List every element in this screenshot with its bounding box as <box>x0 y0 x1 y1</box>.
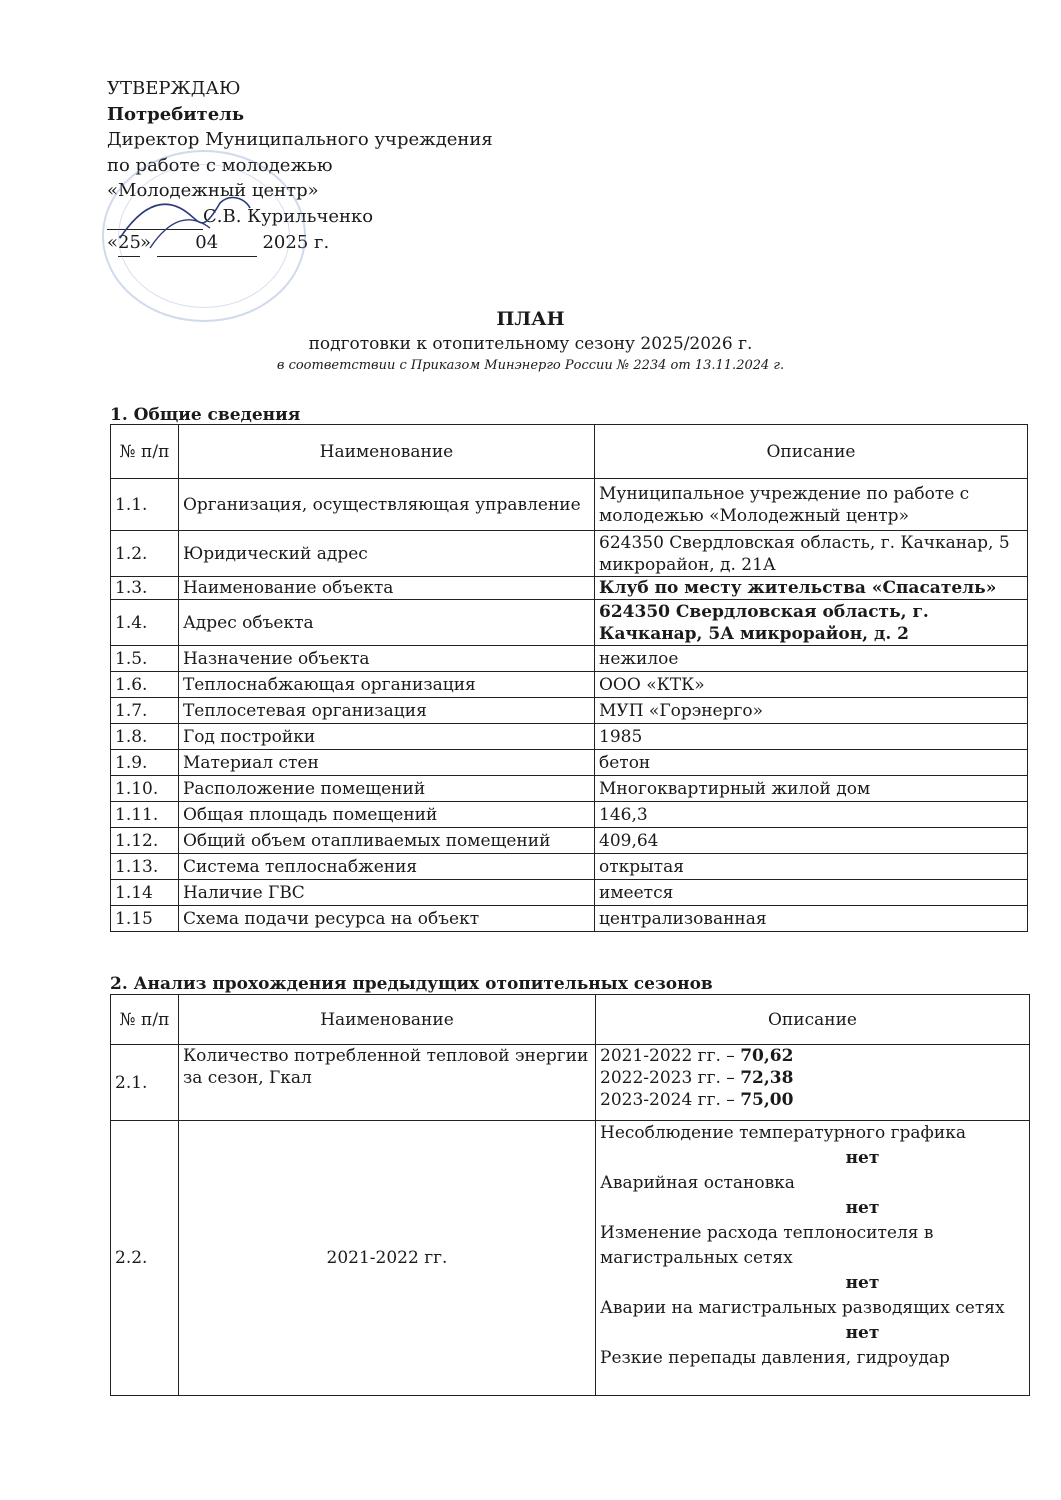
row-number: 1.6. <box>111 672 179 698</box>
row-description: имеется <box>595 880 1028 906</box>
approval-position: Директор Муниципального учреждения <box>107 129 493 150</box>
row-description <box>596 1121 1030 1396</box>
row-name: Теплоснабжающая организация <box>178 672 594 698</box>
row-name: Система теплоснабжения <box>178 854 594 880</box>
seasons-analysis-table <box>110 994 1030 1396</box>
row-number: 1.15 <box>111 906 179 932</box>
season-label: 2021-2022 гг. – <box>600 1046 741 1066</box>
col-name-header: Наименование <box>179 995 596 1045</box>
row-description: Клуб по месту жительства «Спасатель» <box>595 577 1028 600</box>
table-row <box>111 531 1028 577</box>
row-name: Теплосетевая организация <box>178 698 594 724</box>
row-description: МУП «Горэнерго» <box>595 698 1028 724</box>
approval-organization: «Молодежный центр» <box>107 180 319 201</box>
row-number: 1.2. <box>111 531 179 577</box>
date-day: 25 <box>118 230 140 257</box>
row-name: Общая площадь помещений <box>178 802 594 828</box>
approval-position-2: по работе с молодежью <box>107 154 333 176</box>
table-row <box>111 906 1028 932</box>
approval-role: Потребитель <box>107 103 245 125</box>
row-number: 1.14 <box>111 880 179 906</box>
section-2-heading: 2. Анализ прохождения предыдущих отопительных сезонов <box>110 974 713 994</box>
row-number: 1.12. <box>111 828 179 854</box>
table-row <box>111 880 1028 906</box>
table-row <box>111 750 1028 776</box>
row-number: 1.8. <box>111 724 179 750</box>
section-1-heading: 1. Общие сведения <box>110 405 301 425</box>
col-number-header: № п/п <box>111 425 179 479</box>
approval-word: УТВЕРЖДАЮ <box>107 78 241 99</box>
row-description: Многоквартирный жилой дом <box>595 776 1028 802</box>
date-month: 04 <box>157 230 257 257</box>
row-number: 2.2. <box>111 1121 179 1396</box>
col-number-header: № п/п <box>111 995 179 1045</box>
season-value: 70,62 <box>740 1046 794 1066</box>
row-name: Наличие ГВС <box>178 880 594 906</box>
row-number: 1.7. <box>111 698 179 724</box>
row-name: 2021-2022 гг. <box>179 1121 596 1396</box>
row-name: Год постройки <box>178 724 594 750</box>
row-name: Расположение помещений <box>178 776 594 802</box>
row-description: 624350 Свердловская область, г. Качканар, 5А микрорайон, д. 2 <box>595 600 1028 646</box>
row-name: Материал стен <box>178 750 594 776</box>
criterion-label: Несоблюдение температурного графика <box>600 1123 966 1143</box>
row-description: открытая <box>595 854 1028 880</box>
row-description: ООО «КТК» <box>595 672 1028 698</box>
table-row <box>111 479 1028 531</box>
table-row <box>111 672 1028 698</box>
row-number: 1.10. <box>111 776 179 802</box>
table-row <box>111 724 1028 750</box>
general-info-table <box>110 424 1028 932</box>
criterion-answer: нет <box>845 1273 880 1293</box>
table-row <box>111 1121 1030 1396</box>
row-description: Муниципальное учреждение по работе с молодежью «Молодежный центр» <box>595 479 1028 531</box>
approval-signer: С.В. Курильченко <box>203 205 374 227</box>
document-note: в соответствии с Приказом Минэнерго России № 2234 от 13.11.2024 г. <box>276 358 785 373</box>
table-row <box>111 776 1028 802</box>
table-row <box>111 828 1028 854</box>
row-number: 1.4. <box>111 600 179 646</box>
handwritten-signature <box>110 178 260 258</box>
document-subtitle: подготовки к отопительному сезону 2025/2026 г. <box>308 334 753 354</box>
approval-date: «25» 04 2025 г. <box>107 230 493 257</box>
row-name: Количество потребленной тепловой энергии за сезон, Гкал <box>179 1045 596 1121</box>
season-label: 2023-2024 гг. – <box>600 1090 741 1110</box>
table-row <box>111 698 1028 724</box>
season-label: 2022-2023 гг. – <box>600 1068 741 1088</box>
row-description: 409,64 <box>595 828 1028 854</box>
row-description <box>596 1045 1030 1121</box>
criterion-label: Аварии на магистральных разводящих сетях <box>600 1298 1005 1318</box>
col-name-header: Наименование <box>178 425 594 479</box>
row-description: бетон <box>595 750 1028 776</box>
criterion-label: Изменение расхода теплоносителя в магистральных сетях <box>600 1223 934 1268</box>
criterion-label: Резкие перепады давления, гидроудар <box>600 1348 950 1368</box>
table-header-row <box>111 995 1030 1045</box>
criterion-answer: нет <box>845 1323 880 1343</box>
criterion-answer: нет <box>845 1198 880 1218</box>
row-description: централизованная <box>595 906 1028 932</box>
season-value: 75,00 <box>740 1090 794 1110</box>
table-row <box>111 802 1028 828</box>
criterion-label: Аварийная остановка <box>600 1173 795 1193</box>
table-row <box>111 646 1028 672</box>
row-name: Общий объем отапливаемых помещений <box>178 828 594 854</box>
date-year: 2025 г. <box>262 232 330 253</box>
table-row <box>111 854 1028 880</box>
row-number: 1.11. <box>111 802 179 828</box>
document-title: ПЛАН <box>496 308 565 330</box>
row-number: 1.5. <box>111 646 179 672</box>
row-name: Организация, осуществляющая управление <box>178 479 594 531</box>
row-name: Адрес объекта <box>178 600 594 646</box>
row-name: Наименование объекта <box>178 577 594 600</box>
row-description: 146,3 <box>595 802 1028 828</box>
season-value: 72,38 <box>740 1068 794 1088</box>
row-name: Назначение объекта <box>178 646 594 672</box>
col-desc-header: Описание <box>596 995 1030 1045</box>
row-number: 1.9. <box>111 750 179 776</box>
row-name: Схема подачи ресурса на объект <box>178 906 594 932</box>
row-number: 2.1. <box>111 1045 179 1121</box>
table-header-row <box>111 425 1028 479</box>
row-number: 1.3. <box>111 577 179 600</box>
row-description: 1985 <box>595 724 1028 750</box>
row-number: 1.13. <box>111 854 179 880</box>
table-row <box>111 1045 1030 1121</box>
criterion-answer: нет <box>845 1148 880 1168</box>
table-row <box>111 600 1028 646</box>
row-description: 624350 Свердловская область, г. Качканар, 5 микрорайон, д. 21А <box>595 531 1028 577</box>
row-name: Юридический адрес <box>178 531 594 577</box>
row-description: нежилое <box>595 646 1028 672</box>
col-desc-header: Описание <box>595 425 1028 479</box>
row-number: 1.1. <box>111 479 179 531</box>
table-row <box>111 577 1028 600</box>
